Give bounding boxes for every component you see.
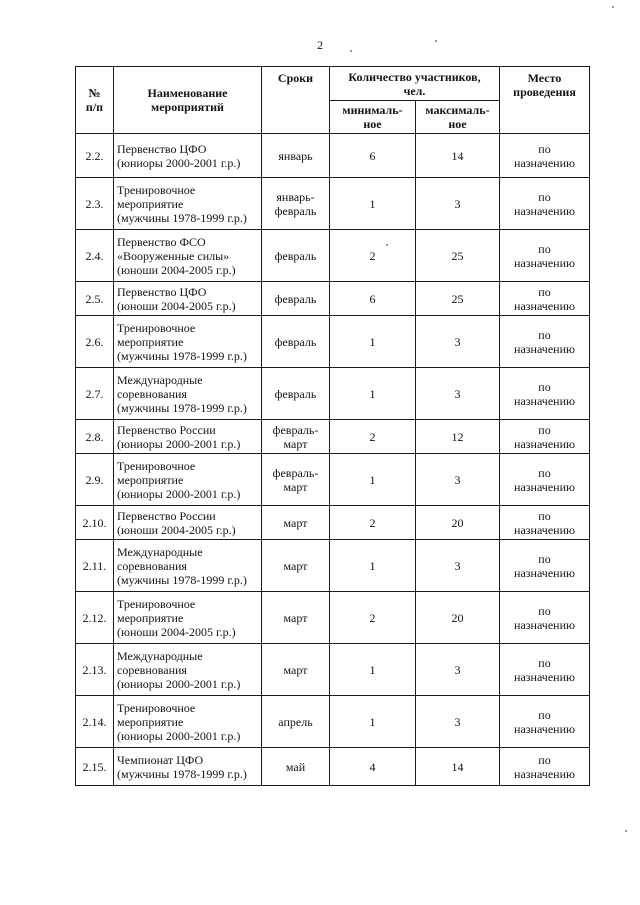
participants-max: 20 [416, 506, 500, 540]
row-number: 2.4. [76, 230, 114, 282]
participants-min: 4 [330, 748, 416, 786]
event-venue: по назначению [500, 134, 590, 178]
participants-max: 25 [416, 282, 500, 316]
row-number: 2.13. [76, 644, 114, 696]
event-name: Международные соревнования (юниоры 2000-2001 г.р.) [114, 644, 262, 696]
event-name: Международные соревнования (мужчины 1978-1999 г.р.) [114, 368, 262, 420]
event-dates: февраль [262, 368, 330, 420]
participants-max: 12 [416, 420, 500, 454]
row-number: 2.9. [76, 454, 114, 506]
event-dates: февраль [262, 282, 330, 316]
row-number: 2.15. [76, 748, 114, 786]
participants-min: 6 [330, 282, 416, 316]
event-dates: март [262, 540, 330, 592]
event-name: Чемпионат ЦФО (мужчины 1978-1999 г.р.) [114, 748, 262, 786]
table-row [76, 748, 590, 786]
row-number: 2.3. [76, 178, 114, 230]
events-table [75, 66, 590, 786]
event-dates: март [262, 644, 330, 696]
event-name: Международные соревнования (мужчины 1978-1999 г.р.) [114, 540, 262, 592]
header-participants: Количество участников, чел. [330, 67, 500, 101]
row-number: 2.11. [76, 540, 114, 592]
participants-max: 25 [416, 230, 500, 282]
event-venue: по назначению [500, 748, 590, 786]
participants-max: 3 [416, 316, 500, 368]
header-name: Наименование мероприятий [114, 67, 262, 134]
event-venue: по назначению [500, 420, 590, 454]
event-dates: февраль [262, 316, 330, 368]
event-name: Тренировочное мероприятие (мужчины 1978-1999 г.р.) [114, 178, 262, 230]
participants-max: 3 [416, 644, 500, 696]
header-min: минималь- ное [330, 101, 416, 134]
participants-min: 6 [330, 134, 416, 178]
table-row [76, 592, 590, 644]
row-number: 2.10. [76, 506, 114, 540]
table-row [76, 420, 590, 454]
event-dates: февраль- март [262, 420, 330, 454]
event-venue: по назначению [500, 178, 590, 230]
participants-min: 2 [330, 420, 416, 454]
participants-max: 3 [416, 540, 500, 592]
event-venue: по назначению [500, 454, 590, 506]
event-dates: апрель [262, 696, 330, 748]
table-row [76, 230, 590, 282]
table-row [76, 282, 590, 316]
participants-max: 3 [416, 178, 500, 230]
header-venue: Место проведения [500, 67, 590, 134]
table-row [76, 506, 590, 540]
participants-max: 3 [416, 368, 500, 420]
participants-min: 2 [330, 592, 416, 644]
event-dates: февраль [262, 230, 330, 282]
event-venue: по назначению [500, 230, 590, 282]
table-body [76, 134, 590, 786]
row-number: 2.8. [76, 420, 114, 454]
event-name: Тренировочное мероприятие (юниоры 2000-2001 г.р.) [114, 454, 262, 506]
participants-min: 1 [330, 454, 416, 506]
row-number: 2.7. [76, 368, 114, 420]
scan-speck [386, 244, 388, 246]
row-number: 2.5. [76, 282, 114, 316]
header-dates: Сроки [262, 67, 330, 134]
table-row [76, 644, 590, 696]
event-venue: по назначению [500, 282, 590, 316]
participants-min: 1 [330, 540, 416, 592]
event-venue: по назначению [500, 506, 590, 540]
participants-min: 1 [330, 316, 416, 368]
event-venue: по назначению [500, 592, 590, 644]
event-venue: по назначению [500, 696, 590, 748]
scan-speck [612, 6, 614, 8]
row-number: 2.6. [76, 316, 114, 368]
table-row [76, 696, 590, 748]
event-dates: январь- февраль [262, 178, 330, 230]
event-name: Тренировочное мероприятие (юниоры 2000-2001 г.р.) [114, 696, 262, 748]
event-venue: по назначению [500, 316, 590, 368]
scan-speck [435, 40, 437, 42]
header-num: № п/п [76, 67, 114, 134]
participants-max: 14 [416, 748, 500, 786]
event-dates: март [262, 506, 330, 540]
table-row [76, 316, 590, 368]
event-name: Тренировочное мероприятие (мужчины 1978-1999 г.р.) [114, 316, 262, 368]
event-dates: январь [262, 134, 330, 178]
event-venue: по назначению [500, 644, 590, 696]
participants-min: 2 [330, 230, 416, 282]
participants-min: 1 [330, 178, 416, 230]
table-row [76, 540, 590, 592]
header-max: максималь- ное [416, 101, 500, 134]
page-number: 2 [317, 38, 323, 52]
row-number: 2.2. [76, 134, 114, 178]
event-name: Первенство ЦФО (юниоры 2000-2001 г.р.) [114, 134, 262, 178]
event-venue: по назначению [500, 368, 590, 420]
scan-speck [625, 830, 627, 832]
event-name: Первенство России (юноши 2004-2005 г.р.) [114, 506, 262, 540]
table-row [76, 134, 590, 178]
participants-max: 3 [416, 696, 500, 748]
event-dates: февраль- март [262, 454, 330, 506]
table-row [76, 178, 590, 230]
participants-max: 3 [416, 454, 500, 506]
row-number: 2.12. [76, 592, 114, 644]
participants-max: 14 [416, 134, 500, 178]
participants-min: 1 [330, 368, 416, 420]
participants-min: 2 [330, 506, 416, 540]
participants-min: 1 [330, 644, 416, 696]
scan-speck [350, 50, 352, 52]
participants-min: 1 [330, 696, 416, 748]
table-header [76, 67, 590, 134]
event-name: Тренировочное мероприятие (юноши 2004-2005 г.р.) [114, 592, 262, 644]
participants-max: 20 [416, 592, 500, 644]
row-number: 2.14. [76, 696, 114, 748]
event-name: Первенство России (юниоры 2000-2001 г.р.) [114, 420, 262, 454]
event-dates: май [262, 748, 330, 786]
event-name: Первенство ФСО «Вооруженные силы» (юноши 2004-2005 г.р.) [114, 230, 262, 282]
table-row [76, 454, 590, 506]
event-name: Первенство ЦФО (юноши 2004-2005 г.р.) [114, 282, 262, 316]
table-row [76, 368, 590, 420]
event-dates: март [262, 592, 330, 644]
event-venue: по назначению [500, 540, 590, 592]
